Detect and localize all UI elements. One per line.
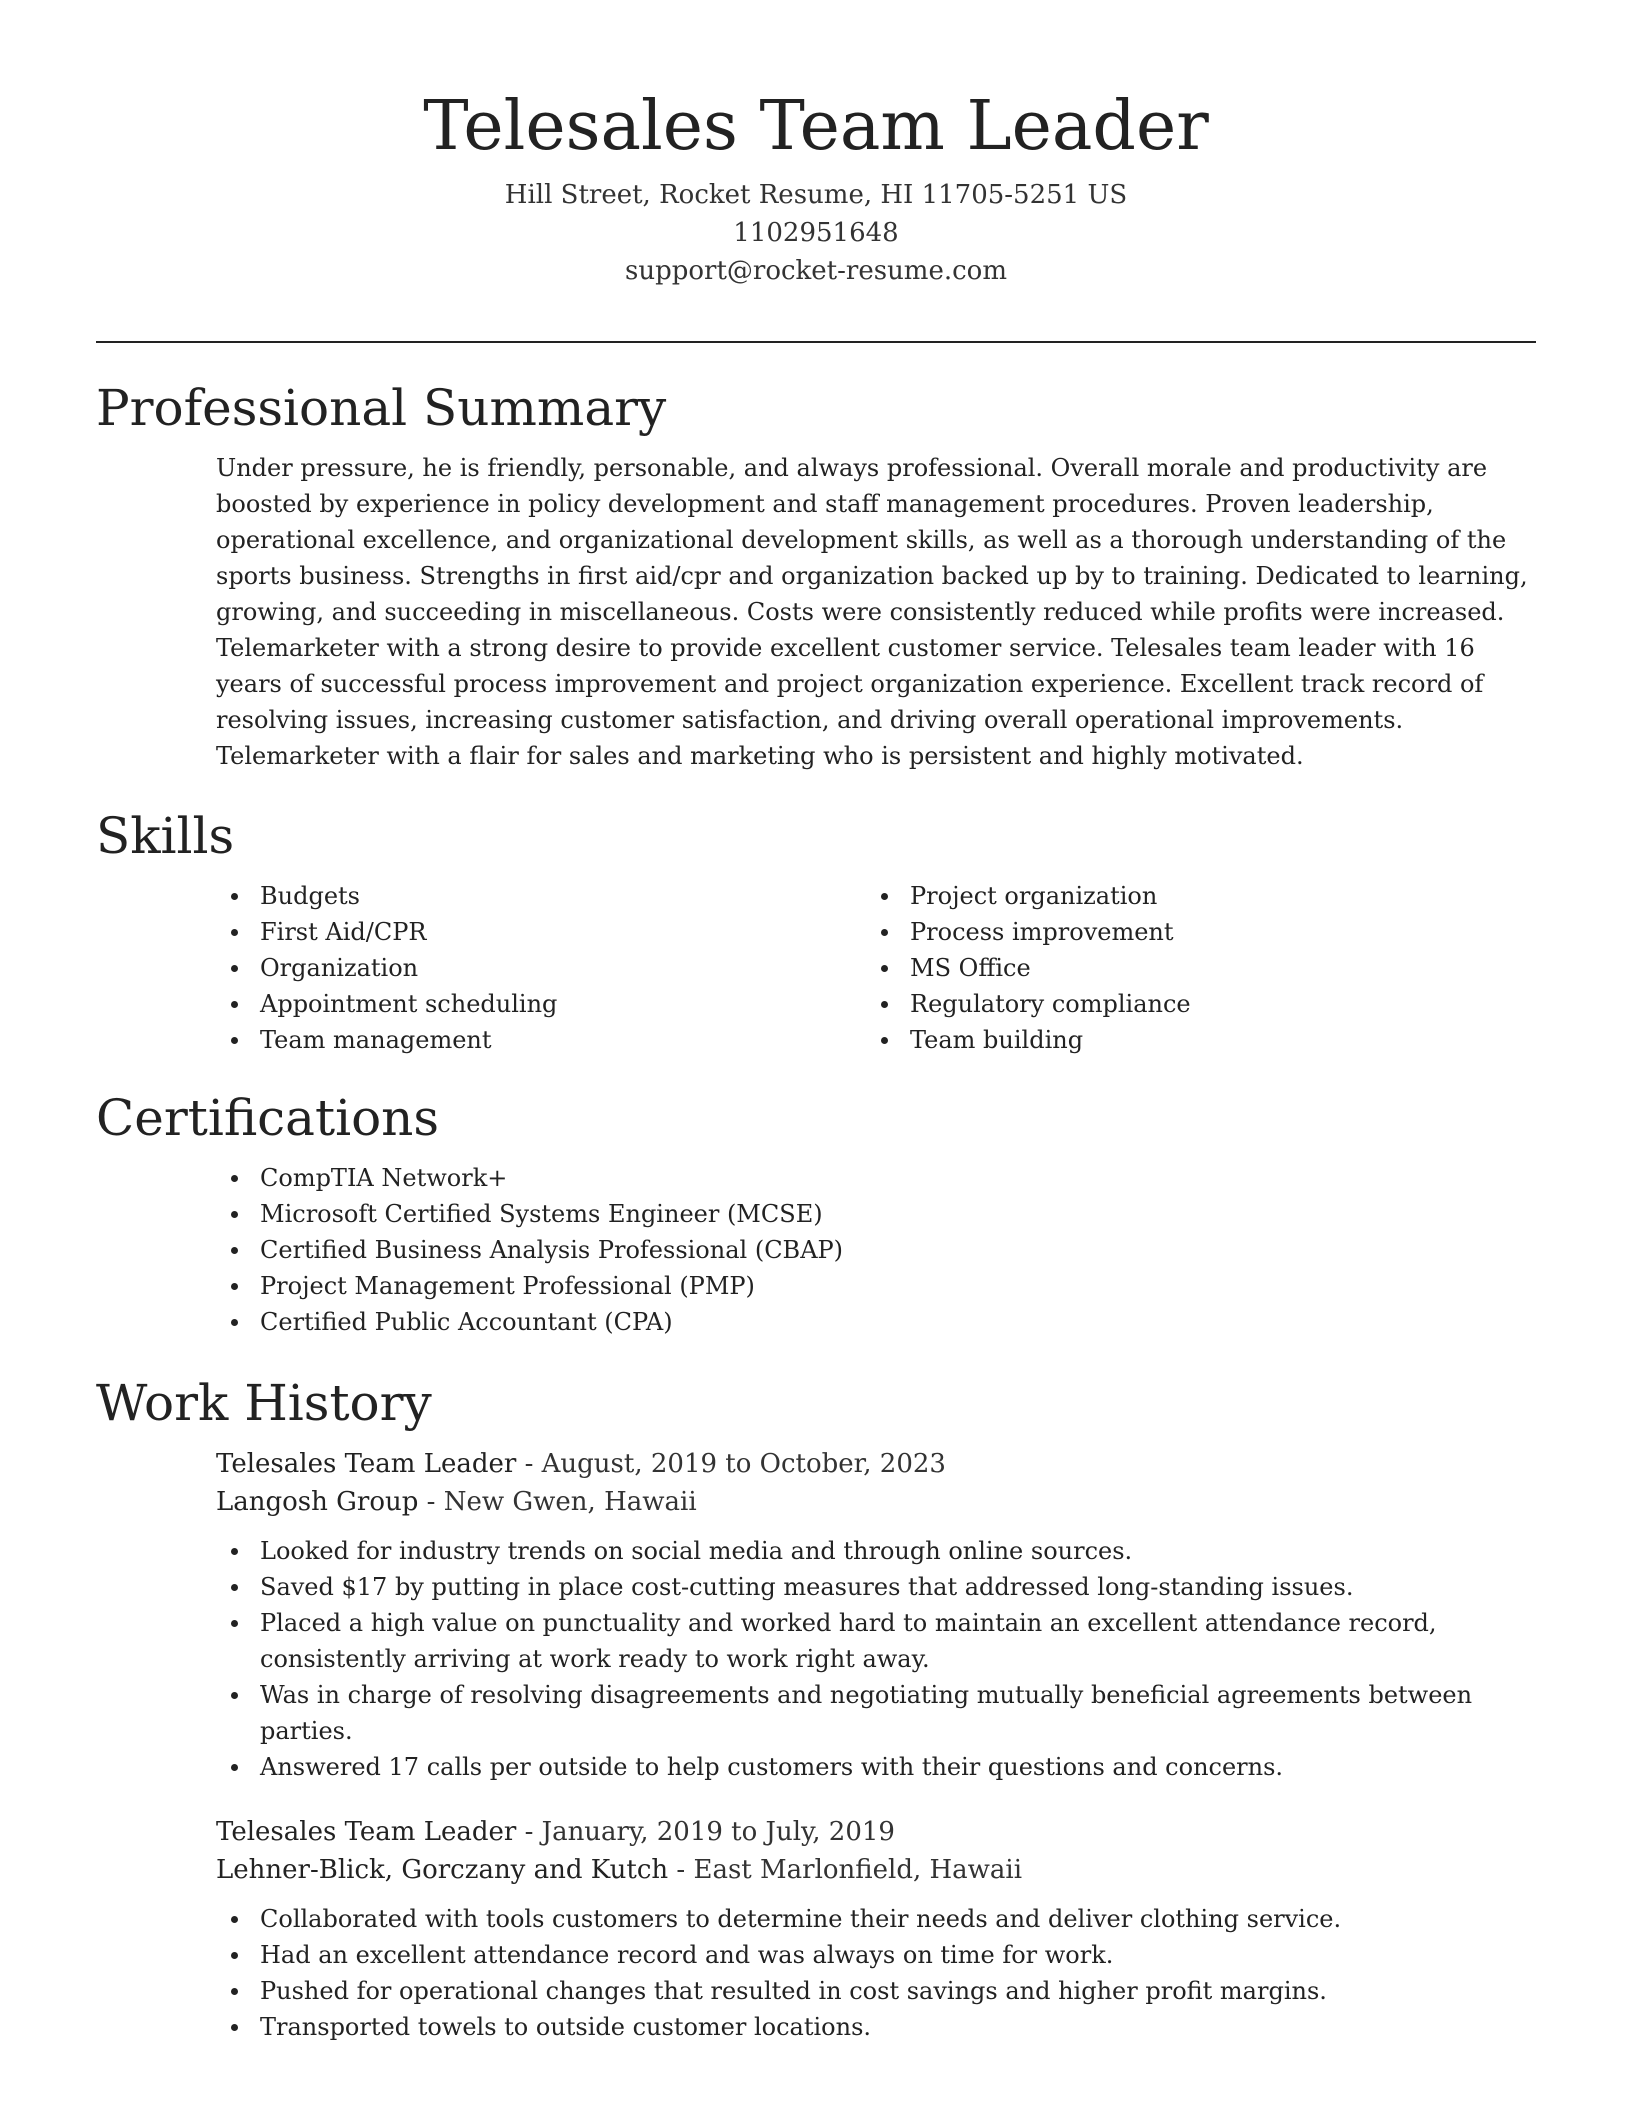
work-history-heading: Work History (96, 1374, 432, 1432)
job-title-line (216, 1813, 1536, 1851)
separator: - (516, 1449, 542, 1479)
certification-item: Certified Public Accountant (CPA) (216, 1304, 1536, 1340)
job-company: Langosh Group (216, 1487, 419, 1517)
phone: 1102951648 (733, 218, 899, 248)
job-dates: August, 2019 to October, 2023 (541, 1449, 946, 1479)
skill-item: MS Office (866, 950, 1516, 986)
duty-item: Saved $17 by putting in place cost-cutting measures that addressed long-standing issues. (216, 1569, 1541, 1605)
separator: - (418, 1487, 444, 1517)
job-company-line (216, 1851, 1536, 1889)
certification-item: CompTIA Network+ (216, 1160, 1536, 1196)
header-divider (96, 341, 1536, 343)
job-title: Telesales Team Leader (216, 1817, 517, 1847)
duty-item: Had an excellent attendance record and was always on time for work. (216, 1937, 1541, 1973)
duty-item: Answered 17 calls per outside to help customers with their questions and concerns. (216, 1749, 1541, 1785)
job-dates: January, 2019 to July, 2019 (541, 1817, 895, 1847)
skill-item: Team management (216, 1022, 866, 1058)
address: Hill Street, Rocket Resume, HI 11705-5251 US (504, 180, 1128, 210)
resume-header (0, 0, 1632, 290)
job-duties (216, 1533, 1541, 1785)
skills-list-right (866, 878, 1516, 1058)
job-entry (216, 1813, 1536, 2045)
separator: - (668, 1855, 694, 1885)
certification-item: Project Management Professional (PMP) (216, 1268, 1536, 1304)
job-entry (216, 1445, 1536, 1785)
skills-columns (216, 878, 1536, 1058)
certifications-list (216, 1160, 1536, 1340)
duty-item: Looked for industry trends on social media and through online sources. (216, 1533, 1541, 1569)
job-company: Lehner-Blick, Gorczany and Kutch (216, 1855, 669, 1885)
skills-list-left (216, 878, 866, 1058)
skill-item: Organization (216, 950, 866, 986)
duty-item: Placed a high value on punctuality and worked hard to maintain an excellent attendance record, consistently arriving at work ready to work right away. (216, 1605, 1541, 1677)
duty-item: Was in charge of resolving disagreements and negotiating mutually beneficial agreements between parties. (216, 1677, 1541, 1749)
job-duties (216, 1901, 1541, 2045)
summary-heading: Professional Summary (96, 379, 667, 437)
skill-item: Budgets (216, 878, 866, 914)
skill-item: Regulatory compliance (866, 986, 1516, 1022)
candidate-name: Telesales Team Leader (423, 87, 1209, 166)
skill-item: Team building (866, 1022, 1516, 1058)
skill-item: Project organization (866, 878, 1516, 914)
duty-item: Transported towels to outside customer locations. (216, 2009, 1541, 2045)
skill-item: Appointment scheduling (216, 986, 866, 1022)
skills-heading: Skills (96, 807, 235, 865)
certifications-section (96, 1088, 1536, 1340)
job-location: East Marlonfield, Hawaii (693, 1855, 1023, 1885)
skill-item: First Aid/CPR (216, 914, 866, 950)
certification-item: Certified Business Analysis Professional (CBAP) (216, 1232, 1536, 1268)
summary-section (96, 378, 1536, 774)
skill-item: Process improvement (866, 914, 1516, 950)
duty-item: Collaborated with tools customers to determine their needs and deliver clothing service. (216, 1901, 1541, 1937)
summary-text: Under pressure, he is friendly, personable, and always professional. Overall morale and productivity are boosted by experience in policy development and staff management procedures. Proven leadership, operational excellence, and organizational development skills, as well as a thorough understanding of the sports business. Strengths in first aid/cpr and organization backed up by to training. Dedicated to learning, growing, and succeeding in miscellaneous. Costs were consistently reduced while profits were increased. Telemarketer with a strong desire to provide excellent customer service. Telesales team leader with 16 years of successful process improvement and project organization experience. Excellent track record of resolving issues, increasing customer satisfaction, and driving overall operational improvements. Telemarketer with a flair for sales and marketing who is persistent and highly motivated. (216, 454, 1528, 770)
work-history-section (96, 1373, 1536, 2045)
job-title: Telesales Team Leader (216, 1449, 517, 1479)
skills-section (96, 806, 1536, 1058)
duty-item: Pushed for operational changes that resulted in cost savings and higher profit margins. (216, 1973, 1541, 2009)
separator: - (516, 1817, 542, 1847)
job-company-line (216, 1483, 1536, 1521)
certifications-heading: Certifications (96, 1089, 440, 1147)
job-location: New Gwen, Hawaii (443, 1487, 697, 1517)
job-title-line (216, 1445, 1536, 1483)
email: support@rocket-resume.com (624, 256, 1007, 286)
certification-item: Microsoft Certified Systems Engineer (MCSE) (216, 1196, 1536, 1232)
contact-info (0, 176, 1632, 290)
